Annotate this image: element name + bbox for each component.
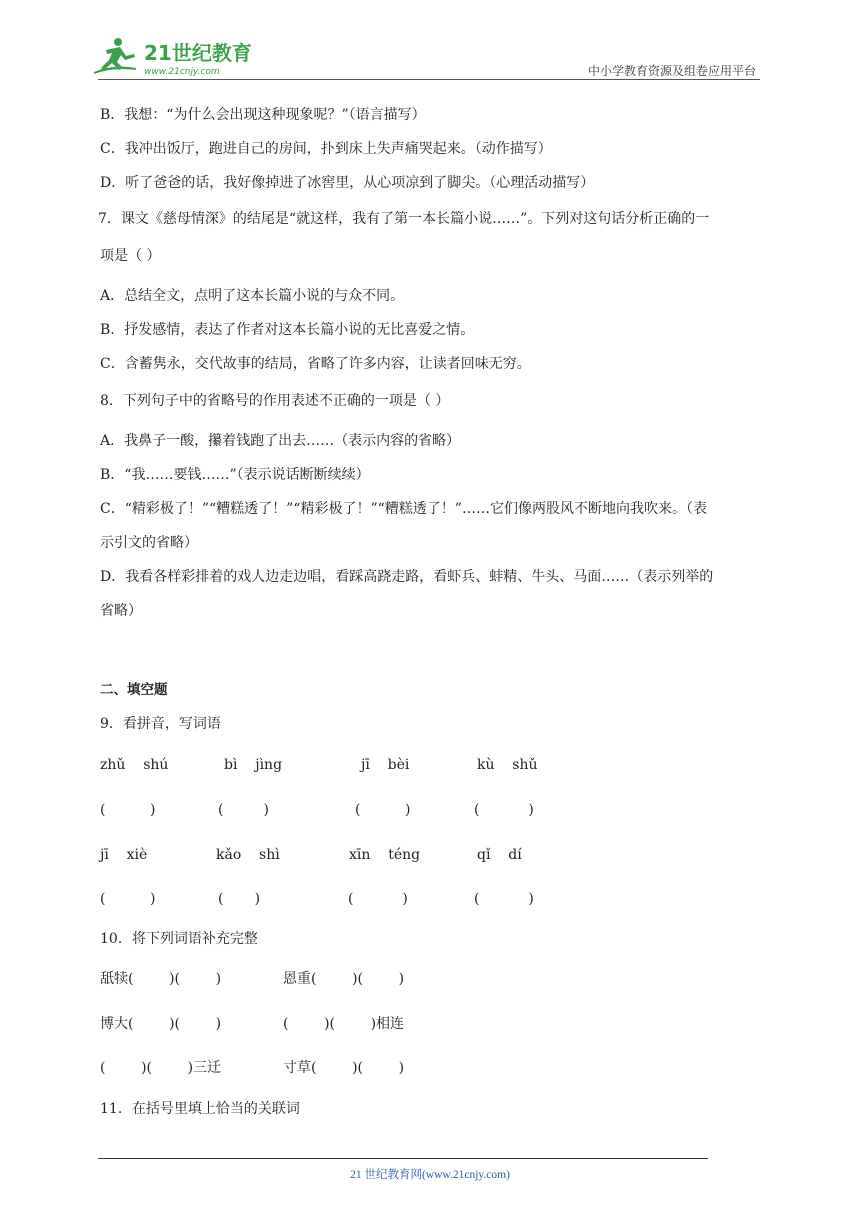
q11-stem: 11．在括号里填上恰当的关联词	[100, 1101, 300, 1117]
q6-option-b: B．我想：“为什么会出现这种现象呢？”（语言描写）	[100, 107, 426, 123]
answer-blank[interactable]: ( )	[474, 802, 534, 818]
q7-option-b: B．抒发感情，表达了作者对这本长篇小说的无比喜爱之情。	[100, 322, 475, 338]
pinyin-cell: qǐ dí	[477, 847, 522, 863]
q7-option-c: C．含蓄隽永，交代故事的结局，省略了许多内容，让读者回味无穷。	[100, 356, 531, 372]
q8-option-d: D．我看各样彩排着的戏人边走边唱，看踩高跷走路，看虾兵、蚌精、牛头、马面……（表示列举的	[100, 569, 714, 585]
platform-name: 中小学教育资源及组卷应用平台	[587, 64, 756, 78]
q7-option-a: A．总结全文，点明了这本长篇小说的与众不同。	[100, 288, 405, 304]
header-divider	[98, 79, 760, 80]
running-man-icon	[94, 38, 136, 74]
pinyin-cell: kù shǔ	[477, 757, 538, 773]
answer-blank[interactable]: ( )	[474, 891, 534, 907]
answer-blank[interactable]: ( )	[218, 802, 269, 818]
q6-option-c: C．我冲出饭厅，跑进自己的房间，扑到床上失声痛哭起来。（动作描写）	[100, 141, 552, 157]
answer-blank[interactable]: ( )	[355, 802, 411, 818]
pinyin-cell: xīn téng	[349, 847, 421, 863]
site-logo	[92, 34, 262, 78]
q6-option-d: D．听了爸爸的话，我好像掉进了冰窖里，从心项凉到了脚尖。（心理活动描写）	[100, 175, 595, 191]
footer-divider	[98, 1158, 708, 1159]
q7-stem-cont: 项是（ ）	[100, 248, 161, 264]
answer-blank[interactable]: ( )	[100, 802, 156, 818]
idiom-blank[interactable]: 恩重( )( )	[283, 971, 405, 987]
q9-stem: 9．看拼音，写词语	[100, 716, 221, 732]
q10-stem: 10．将下列词语补充完整	[100, 931, 258, 947]
answer-blank[interactable]: ( )	[100, 891, 156, 907]
answer-blank[interactable]: ( )	[218, 891, 261, 907]
q8-option-c: C．“精彩极了！”“糟糕透了！”“精彩极了！”“糟糕透了！”……它们像两股风不断地向我吹来。（表	[100, 501, 707, 517]
q8-option-d-cont: 省略）	[100, 603, 142, 619]
pinyin-cell: zhǔ shú	[100, 757, 169, 773]
idiom-blank[interactable]: ( )( )三迁	[100, 1060, 222, 1076]
q8-stem: 8．下列句子中的省略号的作用表述不正确的一项是（ ）	[100, 393, 450, 409]
idiom-blank[interactable]: 舐犊( )( )	[100, 971, 222, 987]
q8-option-c-cont: 示引文的省略）	[100, 535, 198, 551]
q8-option-b: B．“我……要钱……”（表示说话断断续续）	[100, 467, 370, 483]
footer-text[interactable]: 21 世纪教育网(www.21cnjy.com)	[350, 1169, 510, 1181]
pinyin-cell: jī bèi	[361, 757, 410, 773]
pinyin-cell: jī xiè	[100, 847, 148, 863]
pinyin-cell: kǎo shì	[216, 847, 280, 863]
idiom-blank[interactable]: 博大( )( )	[100, 1016, 222, 1032]
pinyin-cell: bì jìng	[224, 757, 283, 773]
logo-text: 21世纪教育	[144, 41, 252, 65]
section-heading: 二、填空题	[100, 682, 168, 698]
idiom-blank[interactable]: ( )( )相连	[283, 1016, 405, 1032]
q7-stem: 7．课文《慈母情深》的结尾是“就这样，我有了第一本长篇小说……”。下列对这句话分析正确的一	[98, 211, 710, 227]
logo-url: www.21cnjy.com	[144, 67, 220, 77]
idiom-blank[interactable]: 寸草( )( )	[283, 1060, 405, 1076]
answer-blank[interactable]: ( )	[348, 891, 408, 907]
q8-option-a: A．我鼻子一酸，攥着钱跑了出去……（表示内容的省略）	[100, 433, 461, 449]
